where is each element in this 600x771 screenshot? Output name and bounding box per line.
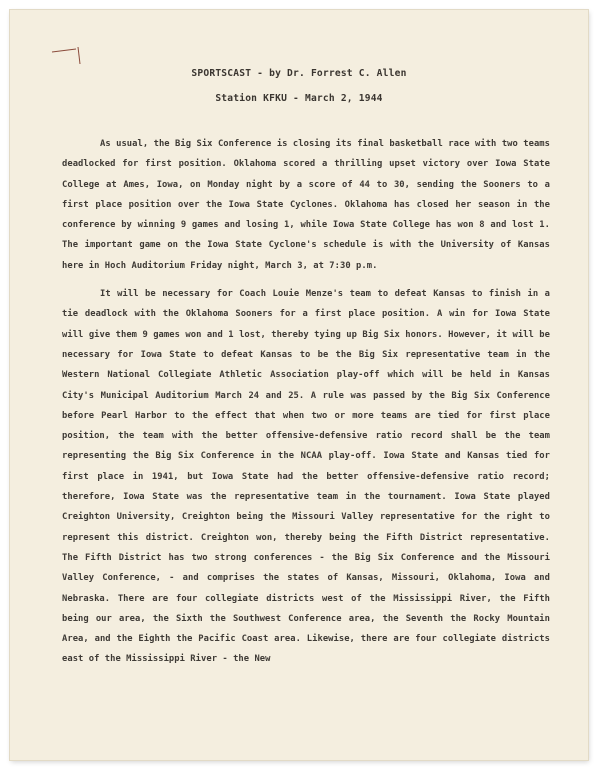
document-title: SPORTSCAST - by Dr. Forrest C. Allen [191, 68, 407, 79]
paragraph-1: As usual, the Big Six Conference is closing its final basketball race with two teams deadlocked for first position. Oklahoma scored a thrilling upset victory over Iowa State College at Ames, Iowa, on Monday night by a score of 44 to 30, sending the Sooners to a first place position over the Iowa State Cyclones. Oklahoma has closed her season in the conference by winning 9 games and losing 1, while Iowa State College has won 8 and lost 1. The important game on the Iowa State Cyclone's schedule is with the University of Kansas here in Hoch Auditorium Friday night, March 3, at 7:30 p.m. [62, 139, 550, 271]
document-page [10, 10, 588, 760]
paragraph-2: It will be necessary for Coach Louie Menze's team to defeat Kansas to finish in a tie deadlock with the Oklahoma Sooners for a first place position. A win for Iowa State will give them 9 games won and 1 lost, thereby tying up Big Six honors. However, it will be necessary for Iowa State to defeat Kansas to be the Big Six representative team in the Western National Collegiate Athletic Association play-off which will be held in Kansas City's Municipal Auditorium March 24 and 25. A rule was passed by the Big Six Conference before Pearl Harbor to the effect that when two or more teams are tied for first place position, the team with the better offensive-defensive ratio record shall be the team representing the Big Six Conference in the NCAA play-off. Iowa State and Kansas tied for first place in 1941, but Iowa State had the better offensive-defensive ratio record; therefore, Iowa State was the representative team in the tournament. Iowa State played Creighton University, Creighton being the Missouri Valley representative for the right to represent this district. Creighton won, thereby being the Fifth District representative. The Fifth District has two strong conferences - the Big Six Conference and the Missouri Valley Conference, - and comprises the states of Kansas, Missouri, Oklahoma, Iowa and Nebraska. There are four collegiate districts west of the Mississippi River, the Fifth being our area, the Sixth the Southwest Conference area, the Seventh the Rocky Mountain Area, and the Eighth the Pacific Coast area. Likewise, there are four collegiate districts east of the Mississippi River - the New [62, 289, 550, 665]
pencil-mark-icon [50, 44, 90, 66]
document-body [62, 134, 550, 670]
document-station-date: Station KFKU - March 2, 1944 [215, 93, 383, 104]
